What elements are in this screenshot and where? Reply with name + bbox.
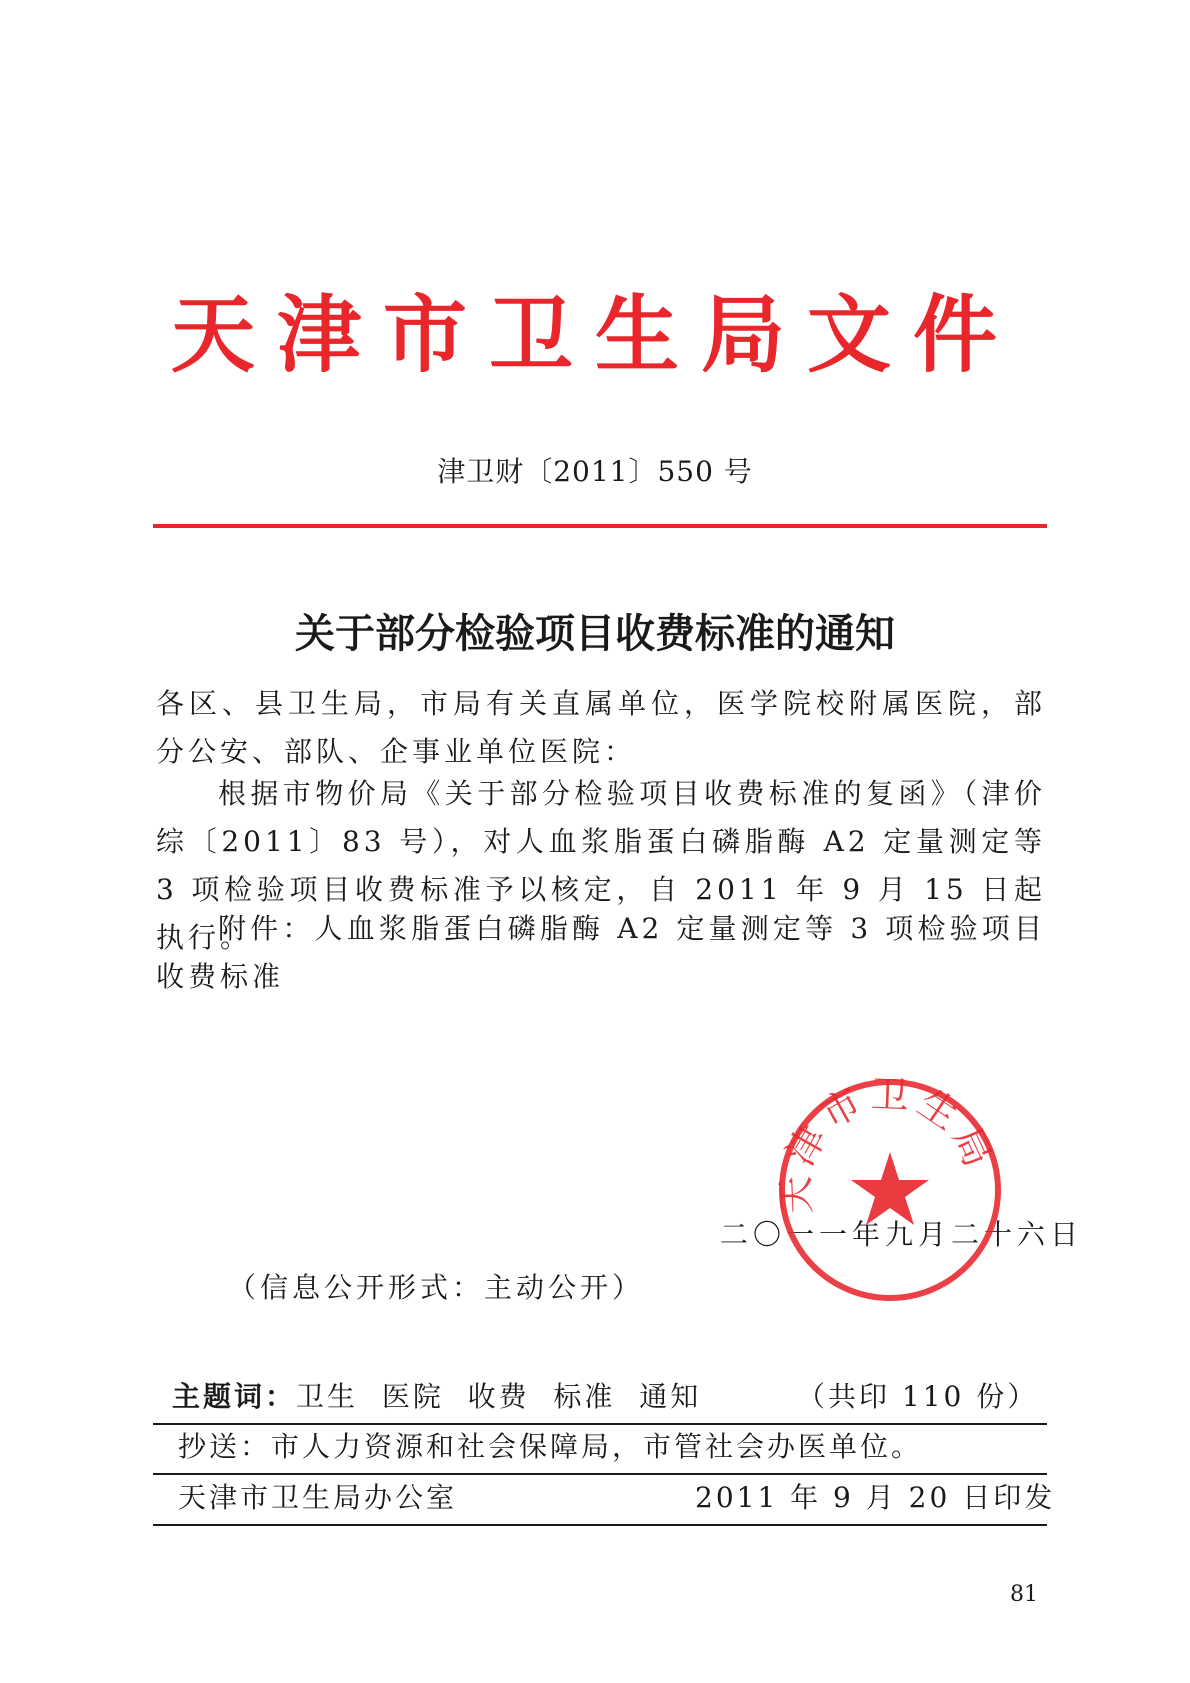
issue-date: 2011 年 9 月 20 日印发 [695,1481,1056,1514]
attachment-paragraph: 附件：人血浆脂蛋白磷脂酶 A2 定量测定等 3 项检验项目收费标准 [156,912,1046,993]
page-number: 81 [1010,1582,1038,1607]
org-header-title: 天津市卫生局文件 [170,285,1019,384]
copies-count: （共印 110 份） [797,1380,1039,1413]
notice-title: 关于部分检验项目收费标准的通知 [295,611,895,657]
recipients-paragraph: 各区、县卫生局，市局有关直属单位，医学院校附属医院，部分公安、部队、企事业单位医院： [156,687,1046,768]
footer-rule-top [153,1423,1047,1425]
official-seal [770,1070,1010,1310]
footer-rule-bottom [153,1524,1047,1526]
cc-line: 抄送：市人力资源和社会保障局，市管社会办医单位。 [178,1430,923,1463]
body-paragraph: 根据市物价局《关于部分检验项目收费标准的复函》（津价综〔2011〕83 号），对人血浆脂蛋白磷脂酶 A2 定量测定等 3 项检验项目收费标准予以核定，自 2011 年 9 月 15 日起执行。 [156,777,1046,954]
document-number: 津卫财〔2011〕550 号 [437,455,753,488]
seal-star-icon [851,1152,929,1225]
signature-date: 二〇一一年九月二十六日 [720,1218,1084,1251]
seal-graphic [770,1070,1010,1310]
footer-rule-middle [153,1473,1047,1475]
seal-text: 天津市卫生局 [773,1072,1003,1215]
keywords-value: 卫生 医院 收费 标准 通知 [296,1380,702,1413]
issuer: 天津市卫生局办公室 [178,1481,458,1514]
disclosure-note: （信息公开形式：主动公开） [228,1271,645,1304]
keywords-row [172,1377,701,1417]
header-divider [153,524,1047,528]
keywords-label: 主题词： [172,1380,297,1413]
